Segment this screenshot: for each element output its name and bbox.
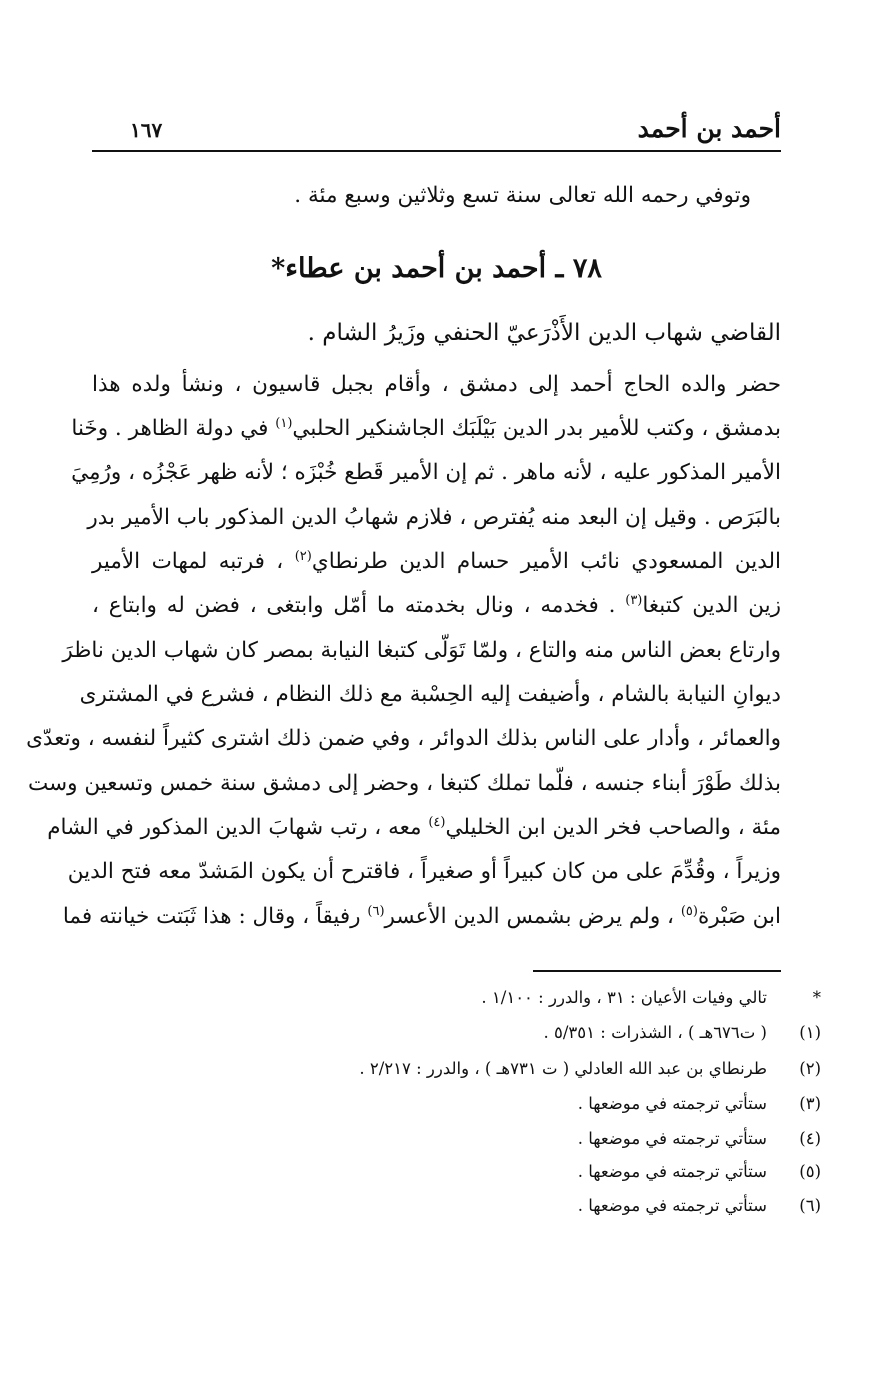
footnote-text: ستأتي ترجمته في موضعها . — [577, 1196, 767, 1215]
footnote — [92, 1162, 821, 1181]
footnote-ref: (٣) — [625, 592, 643, 608]
footnote-ref: (٤) — [428, 814, 446, 830]
footnote-separator — [533, 970, 781, 972]
body-line: ابن صَبْرة$^{(٥)}$ ، ولم يرض بشمس الدين الأعسر$^{(٦)}$ رفيقاً ، وقال : هذا ثَبَتت خيانته فما — [62, 903, 781, 929]
page-header — [92, 112, 781, 152]
footnote-ref: (٢) — [294, 548, 312, 564]
footnote-text: ( ت٦٧٦هـ ) ، الشذرات : ٥/٣٥١ . — [543, 1023, 767, 1042]
body-line: حضر والده الحاج أحمد إلى دمشق ، وأقام بجبل قاسيون ، ونشأ ولده هذا — [92, 372, 781, 397]
footnote-text: ستأتي ترجمته في موضعها . — [577, 1129, 767, 1148]
body-line: بدمشق ، وكتب للأمير بدر الدين بَيْلَبَك الجاشنكير الحلبي$^{(١)}$ في دولة الظاهر . وخَنا — [71, 415, 781, 441]
entry-subtitle: القاضي شهاب الدين الأَذْرَعيّ الحنفي وزَيرُ الشام . — [307, 320, 781, 346]
footnote-text: ستأتي ترجمته في موضعها . — [577, 1162, 767, 1181]
footnote-ref: (٥) — [680, 903, 698, 919]
footnote-mark: (٦) — [799, 1196, 821, 1215]
footnote-mark: (٣) — [799, 1094, 821, 1113]
footnote-text: تالي وفيات الأعيان : ٣١ ، والدرر : ١/١٠٠ . — [481, 988, 767, 1007]
body-line: زين الدين كتبغا$^{(٣)}$ . فخدمه ، ونال بخدمته ما أمّل وابتغى ، فضن له وابتاع ، — [92, 592, 781, 618]
body-line: الأمير المذكور عليه ، لأنه ماهر . ثم إن الأمير قَطع خُبْزَه ؛ لأنه ظهر عَجْزُه ، ورُمِيَ — [71, 460, 781, 485]
intro-line: وتوفي رحمه الله تعالى سنة تسع وثلاثين وسبع مئة . — [294, 183, 751, 208]
footnote-ref: (١) — [275, 415, 293, 431]
footnote-text: طرنطاي بن عبد الله العادلي ( ت ٧٣١هـ ) ، والدرر : ٢/٢١٧ . — [359, 1059, 767, 1078]
body-line: مئة ، والصاحب فخر الدين ابن الخليلي$^{(٤)}$ معه ، رتب شهابَ الدين المذكور في الشام — [47, 814, 781, 840]
footnote-text: ستأتي ترجمته في موضعها . — [577, 1094, 767, 1113]
footnote — [92, 1196, 821, 1215]
page-number: ١٦٧ — [130, 118, 163, 142]
entry-title: ٧٨ ـ أحمد بن أحمد بن عطاء* — [271, 253, 602, 284]
footnote — [92, 988, 821, 1007]
footnote-mark: (٢) — [799, 1059, 821, 1078]
body-line: والعمائر ، وأدار على الناس بذلك الدوائر ، وفي ضمن ذلك اشترى كثيراً لنفسه ، وتعدّى — [26, 726, 781, 751]
footnote-mark: (٤) — [799, 1129, 821, 1148]
footnote — [92, 1023, 821, 1042]
footnote-ref: (٦) — [367, 903, 385, 919]
footnote — [92, 1094, 821, 1113]
footnote — [92, 1129, 821, 1148]
footnote-mark: (١) — [799, 1023, 821, 1042]
body-line: وارتاع بعض الناس منه والتاع ، ولمّا تَوَلّى كتبغا النيابة بمصر كان شهاب الدين ناظرَ — [62, 638, 781, 663]
body-line: ديوانِ النيابة بالشام ، وأضيفت إليه الحِسْبة مع ذلك النظام ، فشرع في المشترى — [79, 682, 781, 707]
footnote — [92, 1059, 821, 1078]
running-title: أحمد بن أحمد — [637, 114, 781, 143]
footnote-mark: * — [812, 988, 821, 1007]
body-line: بذلك طَوْرَ أبناء جنسه ، فلّما تملك كتبغا ، وحضر إلى دمشق سنة خمس وتسعين وست — [28, 771, 781, 796]
body-line: وزيراً ، وقُدِّمَ على من كان كبيراً أو صغيراً ، فاقترح أن يكون المَشدّ معه فتح الدين — [67, 859, 781, 884]
footnote-mark: (٥) — [799, 1162, 821, 1181]
body-line: بالبَرَص . وقيل إن البعد منه يُفترص ، فلازم شهابُ الدين المذكور باب الأمير بدر — [87, 505, 781, 530]
body-line: الدين المسعودي نائب الأمير حسام الدين طرنطاي$^{(٢)}$ ، فرتبه لمهات الأمير — [92, 548, 781, 574]
